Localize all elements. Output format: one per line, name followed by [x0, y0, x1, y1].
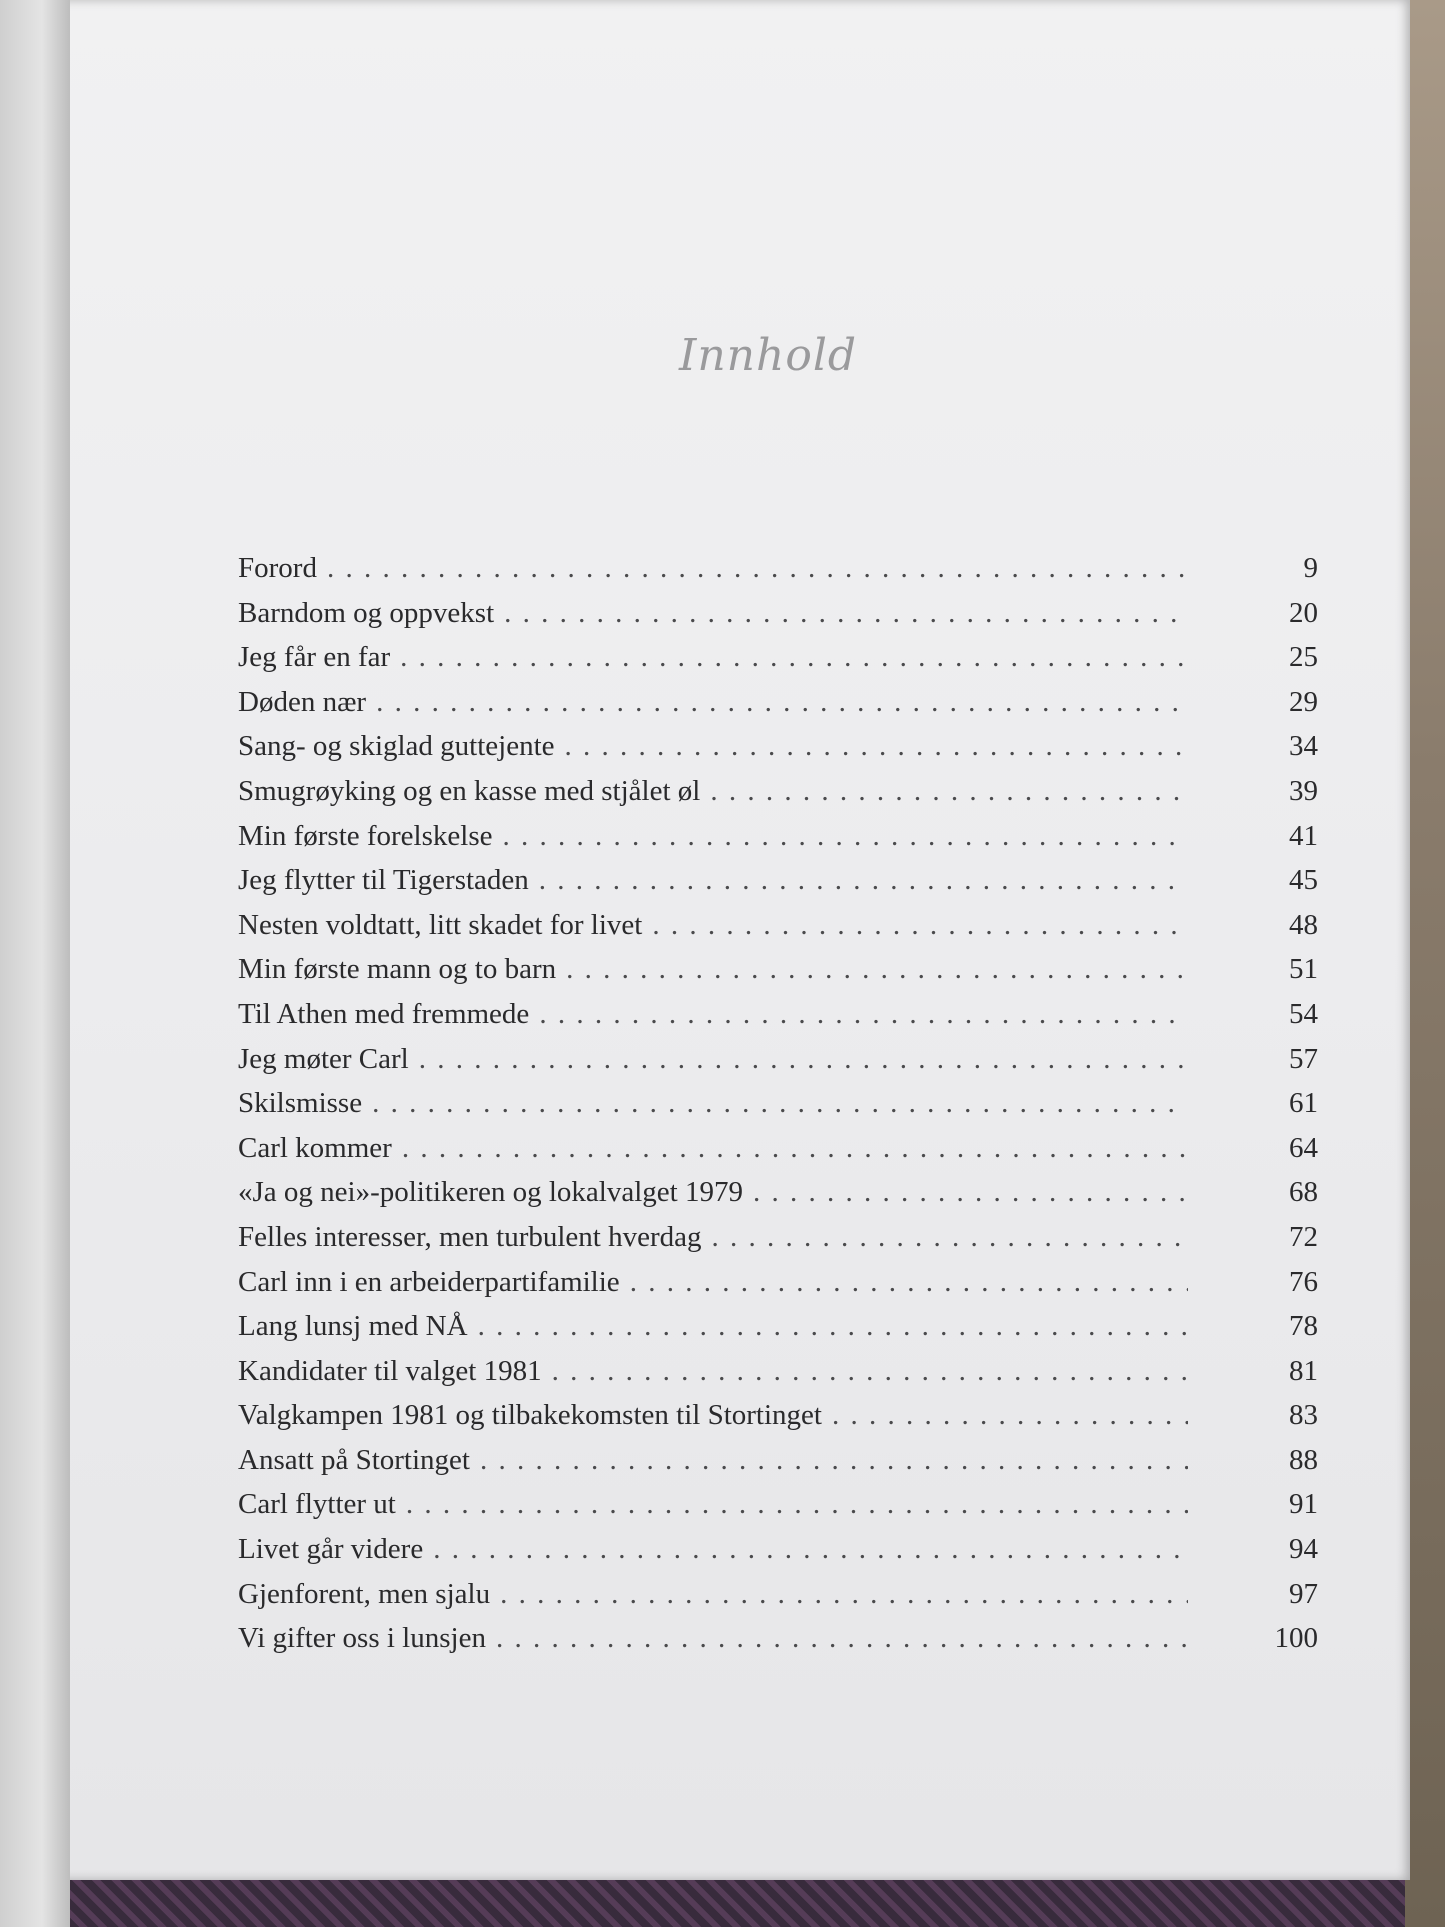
- toc-heading: Innhold: [678, 330, 858, 381]
- toc-entry: [238, 1399, 1318, 1444]
- toc-entry: [238, 1444, 1318, 1489]
- toc-entry-title: Døden nær: [238, 685, 367, 718]
- toc-entry: [238, 1488, 1318, 1533]
- toc-dot-leader: [496, 1622, 1188, 1655]
- toc-entry-page-number: 88: [1289, 1443, 1318, 1476]
- toc-entry-page-number: 64: [1289, 1131, 1318, 1164]
- toc-entry-page-number: 68: [1289, 1176, 1318, 1209]
- toc-dot-leader: [504, 597, 1188, 630]
- toc-dot-leader: [539, 864, 1188, 897]
- background-table: [1405, 0, 1445, 1927]
- toc-dot-leader: [712, 1221, 1188, 1254]
- toc-entry-title: Nesten voldtatt, litt skadet for livet: [238, 908, 643, 941]
- toc-entry-title: Forord: [238, 552, 317, 584]
- toc-entry-title: Jeg møter Carl: [238, 1042, 409, 1075]
- toc-entry-title: Carl inn i en arbeiderpartifamilie: [238, 1265, 620, 1298]
- toc-entry-page-number: 48: [1289, 908, 1318, 941]
- toc-dot-leader: [372, 1087, 1188, 1120]
- toc-entry: [238, 953, 1318, 998]
- toc-entry-page-number: 97: [1289, 1577, 1318, 1610]
- toc-entry: [238, 1266, 1318, 1311]
- toc-entry-title: Til Athen med fremmede: [238, 997, 530, 1030]
- toc-entry-page-number: 20: [1289, 596, 1318, 629]
- toc-entry: [238, 1221, 1318, 1266]
- toc-entry-page-number: 25: [1289, 641, 1318, 674]
- toc-entry: [238, 775, 1318, 820]
- toc-entry: [238, 998, 1318, 1043]
- toc-entry-page-number: 39: [1289, 774, 1318, 807]
- toc-entry: [238, 641, 1318, 686]
- toc-entry-title: Min første mann og to barn: [238, 953, 557, 986]
- toc-entry-title: Livet går videre: [238, 1533, 424, 1566]
- toc-entry-page-number: 100: [1274, 1622, 1318, 1655]
- toc-entry-title: Ansatt på Stortinget: [238, 1443, 470, 1476]
- toc-entry: [238, 1176, 1318, 1221]
- toc-entry-page-number: 45: [1289, 864, 1318, 897]
- toc-dot-leader: [433, 1533, 1188, 1566]
- toc-entry-title: Lang lunsj med NÅ: [238, 1310, 468, 1343]
- toc-entry-title: Jeg får en far: [238, 641, 391, 674]
- toc-entry: [238, 1355, 1318, 1400]
- toc-entry: [238, 909, 1318, 954]
- toc-dot-leader: [503, 820, 1189, 853]
- toc-dot-leader: [552, 1355, 1188, 1388]
- toc-entry: [238, 597, 1318, 642]
- toc-dot-leader: [400, 641, 1188, 674]
- toc-entry: [238, 1310, 1318, 1355]
- toc-dot-leader: [376, 686, 1188, 719]
- toc-dot-leader: [478, 1310, 1188, 1343]
- toc-entry-page-number: 34: [1289, 730, 1318, 763]
- toc-entry: [238, 552, 1318, 597]
- toc-entry-title: Carl flytter ut: [238, 1488, 396, 1521]
- toc-entry-page-number: 54: [1289, 997, 1318, 1030]
- toc-entry: [238, 820, 1318, 865]
- toc-entry-page-number: 41: [1289, 819, 1318, 852]
- toc-entry: [238, 1533, 1318, 1578]
- toc-entry-title: Carl kommer: [238, 1131, 392, 1164]
- toc-dot-leader: [480, 1444, 1188, 1477]
- toc-entry-title: Smugrøyking og en kasse med stjålet øl: [238, 774, 701, 807]
- toc-dot-leader: [832, 1399, 1188, 1432]
- toc-dot-leader: [500, 1578, 1188, 1611]
- toc-dot-leader: [402, 1132, 1188, 1165]
- toc-entry-page-number: 81: [1289, 1354, 1318, 1387]
- toc-dot-leader: [630, 1266, 1188, 1299]
- toc-dot-leader: [419, 1043, 1188, 1076]
- toc-dot-leader: [565, 730, 1188, 763]
- toc-dot-leader: [753, 1176, 1188, 1209]
- toc-dot-leader: [327, 552, 1188, 585]
- toc-entry: [238, 1578, 1318, 1623]
- toc-entry: [238, 864, 1318, 909]
- toc-entry-page-number: 9: [1303, 552, 1318, 584]
- toc-entry-page-number: 78: [1289, 1310, 1318, 1343]
- toc-entry-title: Skilsmisse: [238, 1087, 363, 1120]
- toc-entry-title: Vi gifter oss i lunsjen: [238, 1622, 486, 1655]
- toc-dot-leader: [710, 775, 1188, 808]
- toc-entry-title: Barndom og oppvekst: [238, 596, 495, 629]
- book-page: [58, 0, 1410, 1880]
- toc-entry-page-number: 91: [1289, 1488, 1318, 1521]
- toc-entry-title: Sang- og skiglad guttejente: [238, 730, 555, 763]
- toc-entry: [238, 1622, 1318, 1667]
- toc-dot-leader: [652, 909, 1188, 942]
- table-of-contents: [238, 552, 1318, 1667]
- toc-entry-title: Min første forelskelse: [238, 819, 493, 852]
- toc-entry-title: Felles interesser, men turbulent hverdag: [238, 1220, 702, 1253]
- book-spine-edge: [0, 0, 70, 1927]
- toc-entry-page-number: 29: [1289, 685, 1318, 718]
- toc-entry-page-number: 83: [1289, 1399, 1318, 1432]
- toc-dot-leader: [566, 953, 1188, 986]
- toc-entry-page-number: 51: [1289, 953, 1318, 986]
- toc-entry-page-number: 57: [1289, 1042, 1318, 1075]
- toc-entry-page-number: 94: [1289, 1533, 1318, 1566]
- toc-dot-leader: [539, 998, 1188, 1031]
- toc-entry: [238, 1132, 1318, 1177]
- toc-entry-page-number: 72: [1289, 1220, 1318, 1253]
- toc-entry: [238, 1087, 1318, 1132]
- toc-entry-title: Valgkampen 1981 og tilbakekomsten til Stortinget: [238, 1399, 822, 1432]
- toc-entry-title: Jeg flytter til Tigerstaden: [238, 864, 529, 897]
- toc-entry-title: «Ja og nei»-politikeren og lokalvalget 1979: [238, 1176, 743, 1209]
- toc-entry: [238, 1043, 1318, 1088]
- toc-dot-leader: [406, 1488, 1188, 1521]
- toc-entry-page-number: 76: [1289, 1265, 1318, 1298]
- toc-entry: [238, 686, 1318, 731]
- toc-entry-title: Gjenforent, men sjalu: [238, 1577, 491, 1610]
- toc-entry: [238, 730, 1318, 775]
- toc-entry-title: Kandidater til valget 1981: [238, 1354, 542, 1387]
- toc-entry-page-number: 61: [1289, 1087, 1318, 1120]
